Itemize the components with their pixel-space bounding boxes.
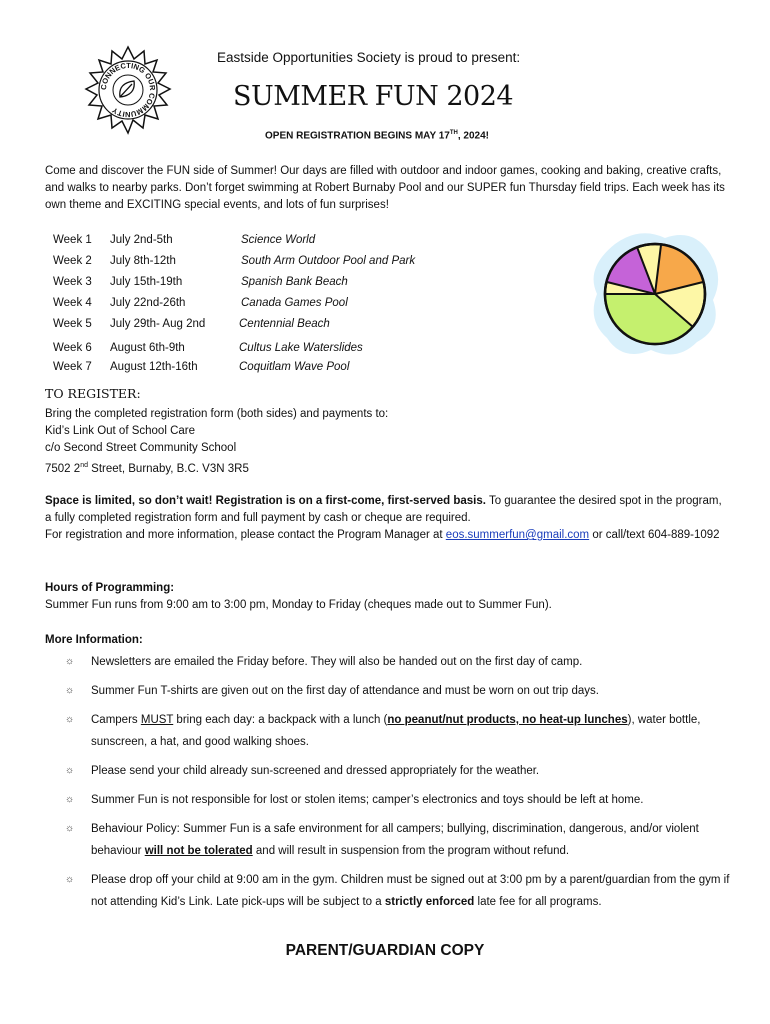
address-suffix: Street, Burnaby, B.C. V3N 3R5 (87, 462, 249, 475)
week-dates: July 8th-12th (110, 255, 176, 267)
week-number: Week 3 (53, 276, 92, 288)
copy-label: PARENT/GUARDIAN COPY (285, 942, 485, 959)
week-dates: July 2nd-5th (110, 234, 173, 246)
sun-bullet-icon: ☼ (65, 874, 75, 885)
registration-superscript: TH (449, 130, 458, 136)
week-dates: July 22nd-26th (110, 297, 186, 309)
list-item (45, 709, 735, 753)
sun-bullet-icon: ☼ (65, 794, 75, 805)
week-theme: Canada Games Pool (241, 297, 348, 309)
list-item-text: ), water bottle, sunscreen, a hat, and good walking shoes. (91, 714, 701, 748)
register-address (45, 457, 645, 478)
space-paragraph (45, 493, 725, 544)
space-text: To guarantee the desired spot in the program, a fully completed registration form and full payment by cash or cheque are required. (45, 495, 722, 524)
logo-ring-text: CONNECTING OUR COMMUNITY (98, 60, 158, 120)
hours-text: Summer Fun runs from 9:00 am to 3:00 pm, Monday to Friday (cheques made out to Summer Fun). (45, 599, 552, 611)
week-theme: Centennial Beach (239, 318, 330, 330)
list-item-text: Campers (91, 714, 141, 726)
sun-bullet-icon: ☼ (65, 765, 75, 776)
hours-section (45, 580, 725, 614)
week-theme: South Arm Outdoor Pool and Park (241, 255, 416, 267)
week-theme: Spanish Bank Beach (241, 276, 348, 288)
list-item (45, 680, 735, 702)
sun-bullet-icon: ☼ (65, 656, 75, 667)
list-item-text: Summer Fun T-shirts are given out on the first day of attendance and must be worn on out trip days. (91, 685, 599, 697)
list-item-text: Summer Fun is not responsible for lost or stolen items; camper’s electronics and toys should be left at home. (91, 794, 644, 806)
register-line: c/o Second Street Community School (45, 442, 237, 454)
register-line: Bring the completed registration form (both sides) and payments to: (45, 408, 389, 420)
week-number: Week 6 (53, 342, 92, 354)
register-block (45, 406, 645, 478)
address-superscript: nd (80, 462, 88, 469)
email-link[interactable]: eos.summerfun@gmail.com (445, 529, 590, 541)
address-text: 7502 2 (45, 462, 81, 475)
list-item (45, 760, 735, 782)
contact-suffix: or call/text 604-889-1092 (589, 529, 720, 541)
week-number: Week 4 (53, 297, 92, 309)
week-dates: July 29th- Aug 2nd (110, 318, 206, 330)
beach-ball-icon (585, 224, 725, 364)
list-item-text: Newsletters are emailed the Friday before. They will also be handed out on the first day of camp. (91, 656, 583, 668)
community-logo (78, 45, 178, 137)
week-number: Week 5 (53, 318, 92, 330)
list-item-text: Please drop off your child at 9:00 am in the gym. Children must be signed out at 3:00 pm by a parent/guardian from the gym if not attending Kid’s Link. Late pick-ups will be subject to a (91, 874, 730, 908)
space-bold-text: Space is limited, so don’t wait! Registration is on a first-come, first-served basis. (45, 495, 486, 507)
week-dates: August 12th-16th (110, 361, 198, 373)
list-item-text: bring each day: a backpack with a lunch ( (173, 714, 388, 726)
sun-bullet-icon: ☼ (65, 823, 75, 834)
page-title: SUMMER FUN 2024 (233, 81, 514, 112)
more-info-list (45, 651, 735, 920)
sun-bullet-icon: ☼ (65, 685, 75, 696)
week-theme: Cultus Lake Waterslides (239, 342, 363, 354)
registration-suffix: , 2024! (457, 130, 489, 142)
not-tolerated-text: will not be tolerated (144, 845, 253, 857)
list-item-text: late fee for all programs. (474, 896, 602, 908)
list-item (45, 651, 735, 673)
intro-paragraph: Come and discover the FUN side of Summer! Our days are filled with outdoor and indoor games, cooking and baking, creative crafts, and walks to nearby parks. Don’t forget swimming at Robert Burnaby Pool and our SUPER fun Thursday field trips. Each week has its own theme and EXCITING special events, and lots of fun surprises! (45, 165, 725, 211)
list-item (45, 818, 735, 862)
list-item-text: and will result in suspension from the program without refund. (252, 845, 570, 857)
list-item (45, 789, 735, 811)
more-heading: More Information: (45, 634, 143, 646)
strictly-enforced-text: strictly enforced (384, 896, 475, 908)
list-item-text: Please send your child already sun-screened and dressed appropriately for the weather. (91, 765, 540, 777)
week-number: Week 2 (53, 255, 92, 267)
week-number: Week 7 (53, 361, 92, 373)
must-text: MUST (140, 714, 174, 726)
week-dates: August 6th-9th (110, 342, 185, 354)
list-item (45, 869, 735, 913)
presenter-line: Eastside Opportunities Society is proud to present: (217, 50, 521, 65)
registration-text: OPEN REGISTRATION BEGINS MAY 17 (265, 130, 450, 142)
sunburst-logo-graphic (78, 45, 178, 137)
register-line: Kid’s Link Out of School Care (45, 425, 196, 437)
sun-bullet-icon: ☼ (65, 714, 75, 725)
week-number: Week 1 (53, 234, 92, 246)
beach-ball-illustration (585, 224, 725, 364)
week-dates: July 15th-19th (110, 276, 183, 288)
week-theme: Science World (241, 234, 316, 246)
registration-date (265, 130, 489, 141)
lunch-rule-text: no peanut/nut products, no heat-up lunches (387, 714, 628, 726)
contact-text: For registration and more information, please contact the Program Manager at (45, 529, 446, 541)
list-item-text: Behaviour Policy: Summer Fun is a safe environment for all campers; bullying, discrimination, dangerous, and/or violent behaviour (91, 823, 699, 857)
hours-heading: Hours of Programming: (45, 582, 175, 594)
week-theme: Coquitlam Wave Pool (239, 361, 350, 373)
register-heading: TO REGISTER: (45, 386, 141, 401)
